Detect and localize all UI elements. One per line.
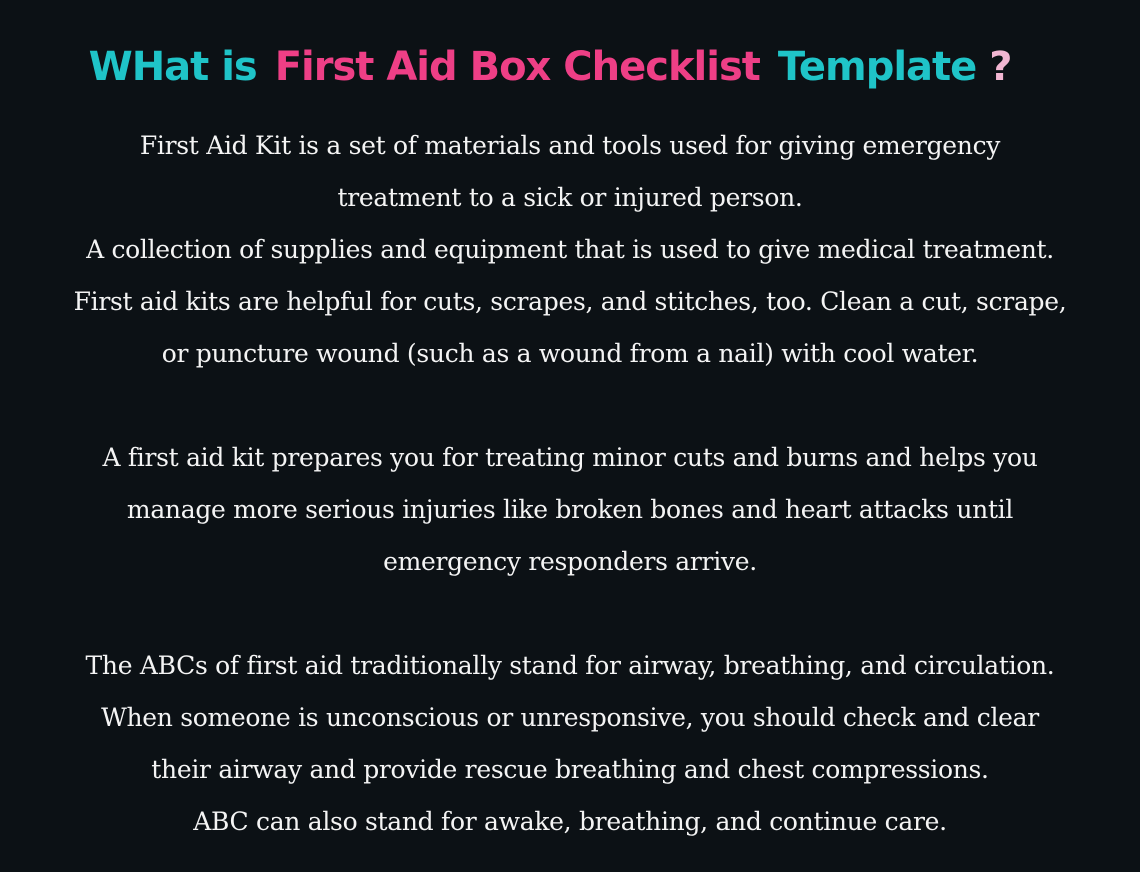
- paragraph-line: When someone is unconscious or unresponsive, you should check and clear: [101, 703, 1039, 732]
- paragraph-line: First Aid Kit is a set of materials and tools used for giving emergency: [139, 131, 1001, 160]
- paragraph-line: First aid kits are helpful for cuts, scrapes, and stitches, too. Clean a cut, scrape,: [73, 287, 1067, 316]
- paragraph-line: manage more serious injuries like broken bones and heart attacks until: [126, 495, 1014, 524]
- paragraph-preparation: [0, 432, 1140, 588]
- paragraph-abcs: [0, 640, 1140, 848]
- paragraph-line: treatment to a sick or injured person.: [337, 183, 803, 212]
- paragraph-line: or puncture wound (such as a wound from a nail) with cool water.: [161, 339, 979, 368]
- paragraph-line: emergency responders arrive.: [383, 547, 757, 576]
- paragraph-line: A first aid kit prepares you for treating minor cuts and burns and helps you: [102, 443, 1038, 472]
- paragraph-definition: [0, 120, 1140, 380]
- paragraph-line: ABC can also stand for awake, breathing, and continue care.: [193, 807, 947, 836]
- title-part-template: Template: [777, 44, 977, 90]
- paragraph-line: The ABCs of first aid traditionally stand for airway, breathing, and circulation.: [85, 651, 1055, 680]
- paragraph-line: their airway and provide rescue breathing and chest compressions.: [151, 755, 989, 784]
- page-title: [0, 36, 1100, 98]
- title-part-what-is: WHat is: [88, 44, 257, 90]
- title-part-first-aid-box-checklist: First Aid Box Checklist: [274, 44, 760, 90]
- title-question-mark: ?: [989, 44, 1012, 90]
- paragraph-line: A collection of supplies and equipment that is used to give medical treatment.: [86, 235, 1054, 264]
